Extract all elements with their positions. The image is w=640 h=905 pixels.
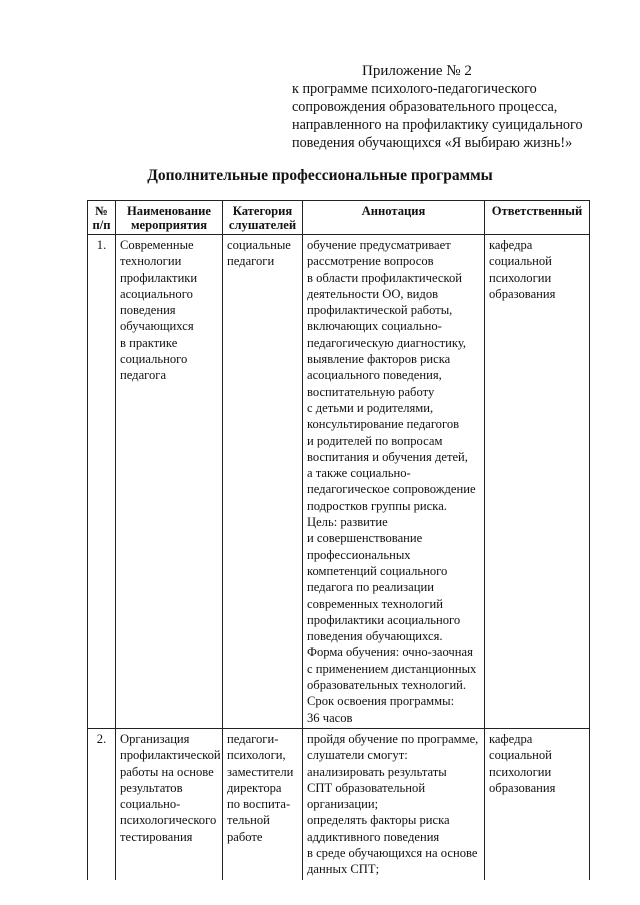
- annotation-line: в области профилактической: [307, 270, 462, 285]
- row-annotation: [303, 728, 485, 879]
- header-name-line: мероприятия: [130, 218, 208, 232]
- name-line: профилактической: [120, 748, 221, 763]
- annotation-line: Цель: развитие: [307, 515, 388, 530]
- annotation-line: СПТ образовательной: [307, 780, 426, 795]
- annotation-line: асоциального поведения,: [307, 368, 442, 383]
- programs-table: [87, 200, 590, 880]
- header-category-line: слушателей: [228, 218, 297, 232]
- category-line: тельной: [227, 813, 270, 828]
- table-header-row: [88, 201, 590, 235]
- header-annotation: Аннотация: [303, 201, 485, 235]
- annotation-line: Форма обучения: очно-заочная: [307, 645, 473, 660]
- annotation-line: профессиональных: [307, 547, 411, 562]
- responsible-line: психологии: [489, 764, 552, 779]
- annotation-line: с применением дистанционных: [307, 661, 477, 676]
- annotation-line: с детьми и родителями,: [307, 400, 434, 415]
- responsible-line: социальной: [489, 254, 552, 269]
- table-row: [88, 728, 590, 879]
- annotation-line: рассмотрение вопросов: [307, 254, 434, 269]
- appendix-title: Приложение № 2: [362, 63, 472, 79]
- annotation-line: анализировать результаты: [307, 764, 447, 779]
- annotation-line: образовательных технологий.: [307, 678, 467, 693]
- name-line: социального: [120, 352, 188, 367]
- annotation-line: компетенций социального: [307, 563, 448, 578]
- name-line: социально-: [120, 797, 181, 812]
- name-line: в практике: [120, 335, 178, 350]
- annotation-line: воспитания и обучения детей,: [307, 449, 468, 464]
- responsible-line: кафедра: [489, 731, 533, 746]
- category-line: психологи,: [227, 748, 286, 763]
- annotation-line: в среде обучающихся на основе: [307, 845, 478, 860]
- name-line: асоциального: [120, 286, 193, 301]
- annotation-line: а также социально-: [307, 466, 411, 481]
- annotation-line: профилактики асоциального: [307, 612, 461, 627]
- row-responsible: [485, 728, 590, 879]
- annotation-line: современных технологий: [307, 596, 443, 611]
- category-line: заместители: [227, 764, 294, 779]
- annotation-line: Срок освоения программы:: [307, 694, 455, 709]
- responsible-line: образования: [489, 780, 556, 795]
- appendix-line: сопровождения образовательного процесса,: [292, 99, 558, 115]
- header-name-line: Наименование: [127, 204, 211, 218]
- annotation-line: поведения обучающихся.: [307, 629, 443, 644]
- name-line: поведения: [120, 303, 176, 318]
- category-line: директора: [227, 780, 282, 795]
- name-line: Организация: [120, 731, 190, 746]
- annotation-line: педагога по реализации: [307, 580, 434, 595]
- row-name: [116, 728, 223, 879]
- name-line: психологического: [120, 813, 217, 828]
- annotation-line: воспитательную работу: [307, 384, 435, 399]
- annotation-line: подростков группы риска.: [307, 498, 447, 513]
- annotation-line: 36 часов: [307, 710, 353, 725]
- category-line: педагоги: [227, 254, 275, 269]
- page-title: Дополнительные профессиональные программы: [147, 167, 493, 184]
- annotation-line: и родителей по вопросам: [307, 433, 443, 448]
- appendix-line: поведения обучающихся «Я выбираю жизнь!»: [292, 135, 573, 151]
- header-name: [116, 201, 223, 235]
- annotation-line: включающих социально-: [307, 319, 442, 334]
- name-line: обучающихся: [120, 319, 194, 334]
- appendix-header: [292, 62, 622, 152]
- appendix-line: направленного на профилактику суицидального: [292, 117, 583, 133]
- annotation-line: данных СПТ;: [307, 862, 380, 877]
- name-line: технологии: [120, 254, 182, 269]
- responsible-line: социальной: [489, 748, 552, 763]
- category-line: по воспита-: [227, 797, 291, 812]
- name-line: результатов: [120, 780, 183, 795]
- row-number: 1.: [88, 235, 116, 729]
- name-line: тестирования: [120, 829, 193, 844]
- annotation-line: деятельности ОО, видов: [307, 286, 439, 301]
- responsible-line: психологии: [489, 270, 552, 285]
- header-num: [88, 201, 116, 235]
- annotation-line: пройдя обучение по программе,: [307, 731, 479, 746]
- annotation-line: педагогическое сопровождение: [307, 482, 476, 497]
- appendix-line: к программе психолого-педагогического: [292, 81, 537, 97]
- row-category: [223, 728, 303, 879]
- annotation-line: аддиктивного поведения: [307, 829, 440, 844]
- category-line: социальные: [227, 238, 291, 252]
- name-line: Современные: [120, 238, 194, 252]
- annotation-line: слушатели смогут:: [307, 748, 408, 763]
- annotation-line: обучение предусматривает: [307, 238, 451, 252]
- annotation-line: профилактической работы,: [307, 303, 453, 318]
- annotation-line: выявление факторов риска: [307, 352, 451, 367]
- row-number: 2.: [88, 728, 116, 879]
- row-annotation: [303, 235, 485, 729]
- row-name: [116, 235, 223, 729]
- annotation-line: организации;: [307, 797, 379, 812]
- header-num-line: №: [95, 204, 108, 218]
- name-line: педагога: [120, 368, 167, 383]
- header-category: [223, 201, 303, 235]
- name-line: работы на основе: [120, 764, 214, 779]
- row-responsible: [485, 235, 590, 729]
- annotation-line: и совершенствование: [307, 531, 423, 546]
- header-category-line: Категория: [232, 204, 293, 218]
- header-num-line: п/п: [92, 218, 111, 232]
- table-row: [88, 235, 590, 729]
- row-category: [223, 235, 303, 729]
- annotation-line: консультирование педагогов: [307, 417, 460, 432]
- category-line: педагоги-: [227, 731, 279, 746]
- name-line: профилактики: [120, 270, 198, 285]
- category-line: работе: [227, 829, 263, 844]
- responsible-line: образования: [489, 286, 556, 301]
- annotation-line: педагогическую диагностику,: [307, 335, 467, 350]
- header-responsible: Ответственный: [485, 201, 590, 235]
- annotation-line: определять факторы риска: [307, 813, 450, 828]
- responsible-line: кафедра: [489, 238, 533, 252]
